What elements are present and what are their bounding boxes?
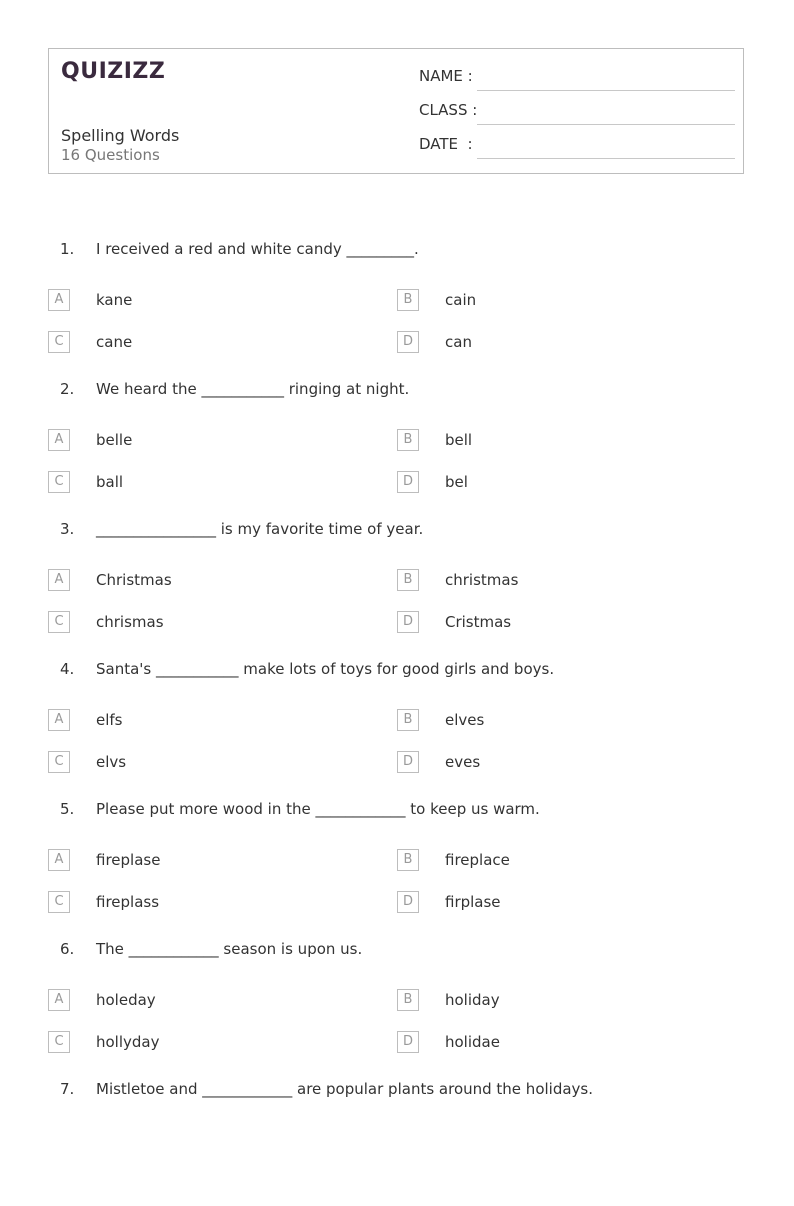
option-text: bel xyxy=(445,473,468,491)
option-b xyxy=(397,289,697,313)
option-a xyxy=(48,429,348,453)
option-c xyxy=(48,1031,348,1055)
option-letter: D xyxy=(397,331,419,353)
question-number: 7. xyxy=(60,1080,75,1098)
option-b xyxy=(397,709,697,733)
option-letter: A xyxy=(48,849,70,871)
option-letter: A xyxy=(48,709,70,731)
question-count: 16 Questions xyxy=(61,146,160,164)
option-letter: C xyxy=(48,471,70,493)
option-letter: A xyxy=(48,289,70,311)
option-b xyxy=(397,989,697,1013)
worksheet-header xyxy=(48,48,744,174)
quizizz-logo: QUIZIZZ xyxy=(61,59,166,84)
name-line xyxy=(477,90,735,91)
name-label: NAME : xyxy=(419,67,473,85)
option-c xyxy=(48,751,348,775)
option-text: Christmas xyxy=(96,571,172,589)
option-text: elfs xyxy=(96,711,123,729)
question-1 xyxy=(48,226,744,366)
option-letter: D xyxy=(397,471,419,493)
option-d xyxy=(397,331,697,355)
class-line xyxy=(477,124,735,125)
option-letter: A xyxy=(48,989,70,1011)
option-text: eves xyxy=(445,753,481,771)
option-a xyxy=(48,289,348,313)
question-number: 6. xyxy=(60,940,75,958)
option-letter: B xyxy=(397,709,419,731)
option-c xyxy=(48,611,348,635)
option-letter: B xyxy=(397,429,419,451)
question-number: 3. xyxy=(60,520,75,538)
option-b xyxy=(397,569,697,593)
option-c xyxy=(48,471,348,495)
option-letter: D xyxy=(397,611,419,633)
question-text: I received a red and white candy _________. xyxy=(96,240,419,258)
option-text: bell xyxy=(445,431,473,449)
option-text: holeday xyxy=(96,991,156,1009)
option-letter: B xyxy=(397,849,419,871)
option-letter: C xyxy=(48,331,70,353)
option-letter: C xyxy=(48,611,70,633)
question-text: We heard the ___________ ringing at night. xyxy=(96,380,410,398)
option-text: ball xyxy=(96,473,124,491)
option-text: firplase xyxy=(445,893,501,911)
option-text: holiday xyxy=(445,991,500,1009)
question-text: Mistletoe and ____________ are popular plants around the holidays. xyxy=(96,1080,593,1098)
option-letter: C xyxy=(48,1031,70,1053)
class-label: CLASS : xyxy=(419,101,478,119)
option-text: christmas xyxy=(445,571,519,589)
question-text: Please put more wood in the ____________ to keep us warm. xyxy=(96,800,540,818)
date-label: DATE : xyxy=(419,135,473,153)
date-field xyxy=(419,135,735,159)
question-number: 1. xyxy=(60,240,75,258)
option-text: fireplase xyxy=(96,851,161,869)
option-a xyxy=(48,709,348,733)
option-c xyxy=(48,891,348,915)
question-7 xyxy=(48,1066,744,1206)
option-d xyxy=(397,1031,697,1055)
question-5 xyxy=(48,786,744,926)
option-a xyxy=(48,989,348,1013)
option-letter: A xyxy=(48,569,70,591)
option-d xyxy=(397,751,697,775)
worksheet-title: Spelling Words xyxy=(61,126,180,145)
option-text: fireplace xyxy=(445,851,510,869)
option-letter: D xyxy=(397,751,419,773)
option-text: fireplass xyxy=(96,893,160,911)
option-letter: B xyxy=(397,989,419,1011)
option-text: cane xyxy=(96,333,133,351)
option-d xyxy=(397,471,697,495)
option-text: belle xyxy=(96,431,133,449)
option-text: elvs xyxy=(96,753,127,771)
option-b xyxy=(397,429,697,453)
question-2 xyxy=(48,366,744,506)
option-letter: B xyxy=(397,569,419,591)
question-number: 2. xyxy=(60,380,75,398)
question-4 xyxy=(48,646,744,786)
option-c xyxy=(48,331,348,355)
option-text: Cristmas xyxy=(445,613,512,631)
option-letter: D xyxy=(397,891,419,913)
question-3 xyxy=(48,506,744,646)
option-d xyxy=(397,611,697,635)
option-letter: B xyxy=(397,289,419,311)
option-a xyxy=(48,569,348,593)
option-text: holidae xyxy=(445,1033,500,1051)
option-text: hollyday xyxy=(96,1033,160,1051)
option-text: chrismas xyxy=(96,613,164,631)
option-text: elves xyxy=(445,711,485,729)
option-letter: A xyxy=(48,429,70,451)
question-text: Santa's ___________ make lots of toys for good girls and boys. xyxy=(96,660,555,678)
option-text: can xyxy=(445,333,472,351)
option-a xyxy=(48,849,348,873)
question-text: The ____________ season is upon us. xyxy=(96,940,363,958)
question-text: ________________ is my favorite time of year. xyxy=(96,520,424,538)
option-text: kane xyxy=(96,291,133,309)
date-line xyxy=(477,158,735,159)
option-text: cain xyxy=(445,291,477,309)
option-letter: C xyxy=(48,751,70,773)
question-6 xyxy=(48,926,744,1066)
question-number: 5. xyxy=(60,800,75,818)
question-list xyxy=(48,226,744,1206)
option-letter: D xyxy=(397,1031,419,1053)
option-d xyxy=(397,891,697,915)
question-number: 4. xyxy=(60,660,75,678)
class-field xyxy=(419,101,735,125)
name-field xyxy=(419,67,735,91)
option-letter: C xyxy=(48,891,70,913)
option-b xyxy=(397,849,697,873)
